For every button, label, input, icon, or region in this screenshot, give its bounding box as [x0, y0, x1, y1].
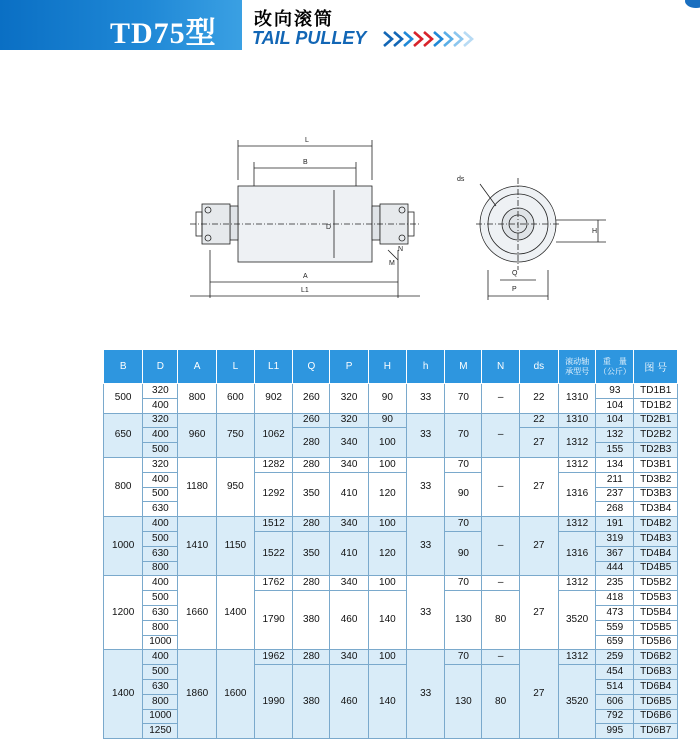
cell-weight: 995	[596, 724, 634, 739]
cell-Q: 280	[293, 576, 330, 591]
cell-ds: 27	[519, 517, 558, 576]
cell-weight: 659	[596, 635, 634, 650]
cell-weight: 211	[596, 472, 634, 487]
cell-drawing: TD3B1	[634, 457, 678, 472]
cell-ds: 22	[519, 384, 558, 414]
col-header-P: P	[330, 350, 368, 384]
cell-bearing: 1310	[559, 413, 596, 428]
cell-drawing: TD1B2	[634, 398, 678, 413]
cell-bearing: 1312	[559, 576, 596, 591]
col-header-L: L	[216, 350, 254, 384]
cell-A: 960	[178, 413, 216, 457]
page-header	[0, 0, 700, 50]
cell-Q: 280	[293, 457, 330, 472]
cell-L: 600	[216, 384, 254, 414]
cell-ds: 27	[519, 650, 558, 739]
cell-H: 140	[368, 591, 406, 650]
cell-A: 1410	[178, 517, 216, 576]
cell-drawing: TD6B3	[634, 665, 678, 680]
cell-Q: 380	[293, 591, 330, 650]
col-header-M: M	[445, 350, 482, 384]
cell-D: 500	[143, 531, 178, 546]
cell-D: 800	[143, 694, 178, 709]
cell-weight: 104	[596, 413, 634, 428]
cell-L1: 1062	[254, 413, 292, 457]
cell-Q: 350	[293, 472, 330, 516]
cell-drawing: TD6B5	[634, 694, 678, 709]
cell-weight: 132	[596, 428, 634, 443]
cell-H: 90	[368, 384, 406, 414]
cell-bearing: 3520	[559, 591, 596, 650]
cell-M: 70	[445, 413, 482, 457]
cell-weight: 134	[596, 457, 634, 472]
cell-bearing: 1316	[559, 531, 596, 575]
cell-H: 100	[368, 517, 406, 532]
cell-L1: 1522	[254, 531, 292, 575]
cell-L1: 1990	[254, 665, 292, 739]
dim-label-P: P	[512, 286, 517, 293]
cell-H: 100	[368, 457, 406, 472]
cell-Q: 280	[293, 428, 330, 458]
col-header-L1: L1	[254, 350, 292, 384]
cell-L: 1150	[216, 517, 254, 576]
cell-P: 320	[330, 384, 368, 414]
col-header-N: N	[482, 350, 519, 384]
cell-D: 1000	[143, 709, 178, 724]
cell-weight: 104	[596, 398, 634, 413]
cell-A: 1660	[178, 576, 216, 650]
cell-bearing: 1310	[559, 384, 596, 414]
col-header-A: A	[178, 350, 216, 384]
cell-weight: 319	[596, 531, 634, 546]
cell-drawing: TD4B2	[634, 517, 678, 532]
cell-weight: 559	[596, 620, 634, 635]
cell-ds: 27	[519, 428, 558, 458]
col-header-ds: ds	[519, 350, 558, 384]
cell-N: –	[482, 384, 519, 414]
cell-A: 1180	[178, 457, 216, 516]
cell-B: 800	[104, 457, 143, 516]
cell-Q: 280	[293, 650, 330, 665]
cell-weight: 514	[596, 679, 634, 694]
cell-drawing: TD4B3	[634, 531, 678, 546]
cell-weight: 237	[596, 487, 634, 502]
cell-D: 400	[143, 472, 178, 487]
cell-M: 90	[445, 531, 482, 575]
cell-weight: 259	[596, 650, 634, 665]
cell-B: 1200	[104, 576, 143, 650]
col-header-bearing-line1: 滚动轴	[565, 356, 590, 366]
cell-M: 70	[445, 457, 482, 472]
cell-drawing: TD6B2	[634, 650, 678, 665]
cell-H: 120	[368, 531, 406, 575]
cell-D: 500	[143, 443, 178, 458]
cell-drawing: TD3B2	[634, 472, 678, 487]
cell-drawing: TD6B7	[634, 724, 678, 739]
cell-Q: 260	[293, 384, 330, 414]
cell-ds: 22	[519, 413, 558, 428]
cell-M: 70	[445, 650, 482, 665]
cell-D: 400	[143, 428, 178, 443]
cell-D: 320	[143, 413, 178, 428]
cell-weight: 191	[596, 517, 634, 532]
dim-label-B: B	[303, 159, 308, 166]
cell-A: 800	[178, 384, 216, 414]
cell-bearing: 1312	[559, 650, 596, 665]
cell-D: 400	[143, 576, 178, 591]
cell-drawing: TD3B4	[634, 502, 678, 517]
cell-B: 650	[104, 413, 143, 457]
col-header-bearing	[559, 350, 596, 384]
cell-M: 70	[445, 517, 482, 532]
table-row	[104, 457, 678, 472]
cell-ds: 27	[519, 457, 558, 516]
cell-L1: 902	[254, 384, 292, 414]
cell-weight: 418	[596, 591, 634, 606]
table-row	[104, 576, 678, 591]
cell-drawing: TD2B1	[634, 413, 678, 428]
cell-h: 33	[407, 384, 445, 414]
cell-ds: 27	[519, 576, 558, 650]
cell-M: 130	[445, 665, 482, 739]
cell-bearing: 1312	[559, 517, 596, 532]
col-header-B: B	[104, 350, 143, 384]
cell-L: 750	[216, 413, 254, 457]
cell-P: 410	[330, 472, 368, 516]
dim-label-L: L	[305, 137, 309, 144]
cell-drawing: TD3B3	[634, 487, 678, 502]
product-title-en: TAIL PULLEY	[252, 28, 367, 48]
cell-P: 460	[330, 591, 368, 650]
cell-L1: 1292	[254, 472, 292, 516]
dim-label-D: D	[326, 224, 332, 231]
cell-D: 1250	[143, 724, 178, 739]
cell-M: 90	[445, 472, 482, 516]
cell-Q: 260	[293, 413, 330, 428]
cell-L: 1600	[216, 650, 254, 739]
corner-logo-dot	[685, 0, 700, 8]
cell-weight: 606	[596, 694, 634, 709]
col-header-H: H	[368, 350, 406, 384]
cell-bearing: 1316	[559, 472, 596, 516]
cell-B: 500	[104, 384, 143, 414]
cell-bearing: 1312	[559, 457, 596, 472]
cell-D: 1000	[143, 635, 178, 650]
cell-B: 1000	[104, 517, 143, 576]
cell-D: 500	[143, 487, 178, 502]
pulley-drawing	[0, 120, 700, 320]
table-row	[104, 384, 678, 399]
col-header-bearing-line2: 承型号	[565, 366, 590, 376]
cell-h: 33	[407, 576, 445, 650]
cell-N: –	[482, 576, 519, 591]
cell-drawing: TD4B5	[634, 561, 678, 576]
cell-D: 400	[143, 650, 178, 665]
col-header-weight-line1: 重 量	[602, 356, 627, 366]
spec-table	[103, 349, 678, 739]
cell-Q: 280	[293, 517, 330, 532]
table-row	[104, 517, 678, 532]
dim-label-L1: L1	[301, 287, 309, 294]
cell-H: 100	[368, 576, 406, 591]
cell-drawing: TD5B4	[634, 605, 678, 620]
model-title: TD75型	[110, 17, 217, 50]
cell-P: 340	[330, 457, 368, 472]
cell-N: –	[482, 517, 519, 576]
cell-drawing: TD5B2	[634, 576, 678, 591]
cell-weight: 268	[596, 502, 634, 517]
cell-D: 320	[143, 384, 178, 399]
cell-drawing: TD6B6	[634, 709, 678, 724]
cell-drawing: TD4B4	[634, 546, 678, 561]
cell-H: 100	[368, 428, 406, 458]
cell-D: 320	[143, 457, 178, 472]
cell-drawing: TD5B5	[634, 620, 678, 635]
cell-h: 33	[407, 457, 445, 516]
dim-label-N: N	[398, 246, 404, 253]
cell-L: 1400	[216, 576, 254, 650]
cell-P: 340	[330, 576, 368, 591]
cell-M: 130	[445, 591, 482, 650]
cell-drawing: TD2B2	[634, 428, 678, 443]
dim-label-Q: Q	[512, 270, 518, 277]
dim-label-A: A	[303, 273, 308, 280]
cell-N: 80	[482, 591, 519, 650]
cell-P: 340	[330, 428, 368, 458]
cell-Q: 380	[293, 665, 330, 739]
cell-h: 33	[407, 517, 445, 576]
cell-weight: 367	[596, 546, 634, 561]
cell-D: 630	[143, 679, 178, 694]
cell-M: 70	[445, 384, 482, 414]
cell-h: 33	[407, 413, 445, 457]
col-header-D: D	[143, 350, 178, 384]
cell-weight: 444	[596, 561, 634, 576]
cell-h: 33	[407, 650, 445, 739]
dim-label-H: H	[592, 228, 598, 235]
pulley-drawing-svg	[0, 120, 700, 320]
cell-H: 90	[368, 413, 406, 428]
cell-D: 630	[143, 502, 178, 517]
cell-weight: 473	[596, 605, 634, 620]
cell-D: 500	[143, 665, 178, 680]
cell-L1: 1790	[254, 591, 292, 650]
cell-P: 340	[330, 650, 368, 665]
table-row	[104, 650, 678, 665]
cell-weight: 454	[596, 665, 634, 680]
product-title-cn: 改向滚筒	[254, 9, 334, 29]
cell-P: 320	[330, 413, 368, 428]
cell-D: 500	[143, 591, 178, 606]
cell-bearing: 1312	[559, 428, 596, 458]
col-header-drawing: 图 号	[634, 350, 678, 384]
cell-D: 800	[143, 620, 178, 635]
cell-D: 800	[143, 561, 178, 576]
cell-B: 1400	[104, 650, 143, 739]
col-header-h: h	[407, 350, 445, 384]
cell-weight: 235	[596, 576, 634, 591]
cell-A: 1860	[178, 650, 216, 739]
cell-L1: 1512	[254, 517, 292, 532]
table-row	[104, 413, 678, 428]
cell-drawing: TD2B3	[634, 443, 678, 458]
cell-N: –	[482, 650, 519, 665]
table-header-row	[104, 350, 678, 384]
cell-H: 120	[368, 472, 406, 516]
col-header-weight	[596, 350, 634, 384]
cell-drawing: TD5B6	[634, 635, 678, 650]
cell-N: –	[482, 413, 519, 457]
dim-label-ds: ds	[457, 176, 465, 183]
cell-P: 460	[330, 665, 368, 739]
cell-D: 400	[143, 398, 178, 413]
cell-L1: 1282	[254, 457, 292, 472]
cell-L: 950	[216, 457, 254, 516]
cell-N: 80	[482, 665, 519, 739]
cell-D: 400	[143, 517, 178, 532]
cell-N: –	[482, 457, 519, 516]
cell-L1: 1762	[254, 576, 292, 591]
cell-H: 140	[368, 665, 406, 739]
cell-drawing: TD6B4	[634, 679, 678, 694]
cell-weight: 155	[596, 443, 634, 458]
col-header-weight-line2: （公斤）	[598, 366, 631, 376]
dim-label-M: M	[389, 260, 395, 267]
col-header-Q: Q	[293, 350, 330, 384]
cell-weight: 93	[596, 384, 634, 399]
cell-drawing: TD5B3	[634, 591, 678, 606]
cell-H: 100	[368, 650, 406, 665]
cell-L1: 1962	[254, 650, 292, 665]
cell-weight: 792	[596, 709, 634, 724]
cell-bearing: 3520	[559, 665, 596, 739]
chevron-arrows-icon	[380, 28, 510, 50]
cell-M: 70	[445, 576, 482, 591]
cell-P: 410	[330, 531, 368, 575]
cell-D: 630	[143, 605, 178, 620]
cell-drawing: TD1B1	[634, 384, 678, 399]
cell-Q: 350	[293, 531, 330, 575]
cell-D: 630	[143, 546, 178, 561]
cell-P: 340	[330, 517, 368, 532]
